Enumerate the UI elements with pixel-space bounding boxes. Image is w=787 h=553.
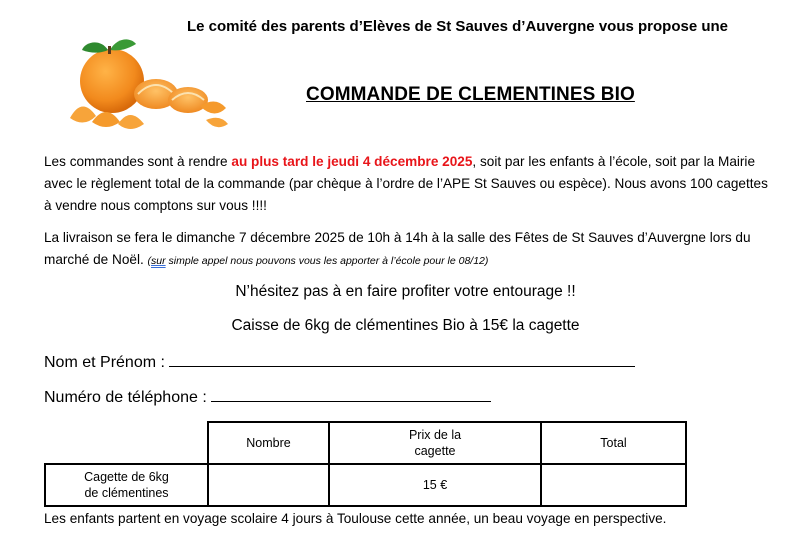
note-rest: simple appel nous pouvons vous les apporter à l’école pour le 08/12) — [165, 255, 489, 267]
header-total: Total — [541, 422, 686, 464]
order-deadline-paragraph — [44, 151, 772, 217]
header-nombre: Nombre — [208, 422, 329, 464]
footer-note: Les enfants partent en voyage scolaire 4 jours à Toulouse cette année, un beau voyage en perspective. — [44, 511, 667, 526]
delivery-note — [148, 255, 489, 267]
name-input-line[interactable] — [169, 352, 635, 367]
intro-header: Le comité des parents d’Elèves de St Sauves d’Auvergne vous propose une — [187, 18, 729, 35]
cell-prix: 15 € — [329, 464, 541, 506]
cell-total[interactable] — [541, 464, 686, 506]
deadline-highlight: au plus tard le jeudi 4 décembre 2025 — [231, 154, 473, 169]
phone-field — [44, 387, 491, 407]
paragraph-text: Les commandes sont à rendre — [44, 154, 232, 169]
delivery-text: La livraison se fera le dimanche 7 décembre 2025 de 10h à 14h à la salle des Fêtes de St Sauves d’Auvergne lors du marché de Noël. — [44, 230, 751, 267]
cell-nombre[interactable] — [208, 464, 329, 506]
note-sur: sur — [151, 255, 166, 267]
header-prix — [329, 422, 541, 464]
clementines-image — [60, 36, 230, 136]
phone-input-line[interactable] — [211, 387, 491, 402]
share-message: N’hésitez pas à en faire profiter votre entourage !! — [235, 283, 576, 300]
name-label: Nom et Prénom : — [44, 354, 170, 371]
header-prix-text: Prix de la cagette — [408, 428, 462, 458]
order-table — [44, 421, 687, 507]
note-open: ( — [147, 255, 152, 267]
name-field — [44, 352, 635, 372]
phone-label: Numéro de téléphone : — [44, 389, 212, 406]
table-corner — [45, 422, 208, 464]
row-label-text: Cagette de 6kg de clémentines — [84, 470, 169, 500]
price-message: Caisse de 6kg de clémentines Bio à 15€ la cagette — [231, 317, 580, 334]
row-label — [45, 464, 208, 506]
paragraph-text: , soit par les enfants à l’école, soit par la Mairie avec le règlement total de la commande (par chèque à l’ordre de l’APE St Sauves ou espèce). Nous avons 100 cagettes à vendre nous comptons sur vous !!!! — [44, 154, 768, 213]
page-title: COMMANDE DE CLEMENTINES BIO — [306, 84, 635, 105]
delivery-paragraph — [44, 227, 772, 272]
